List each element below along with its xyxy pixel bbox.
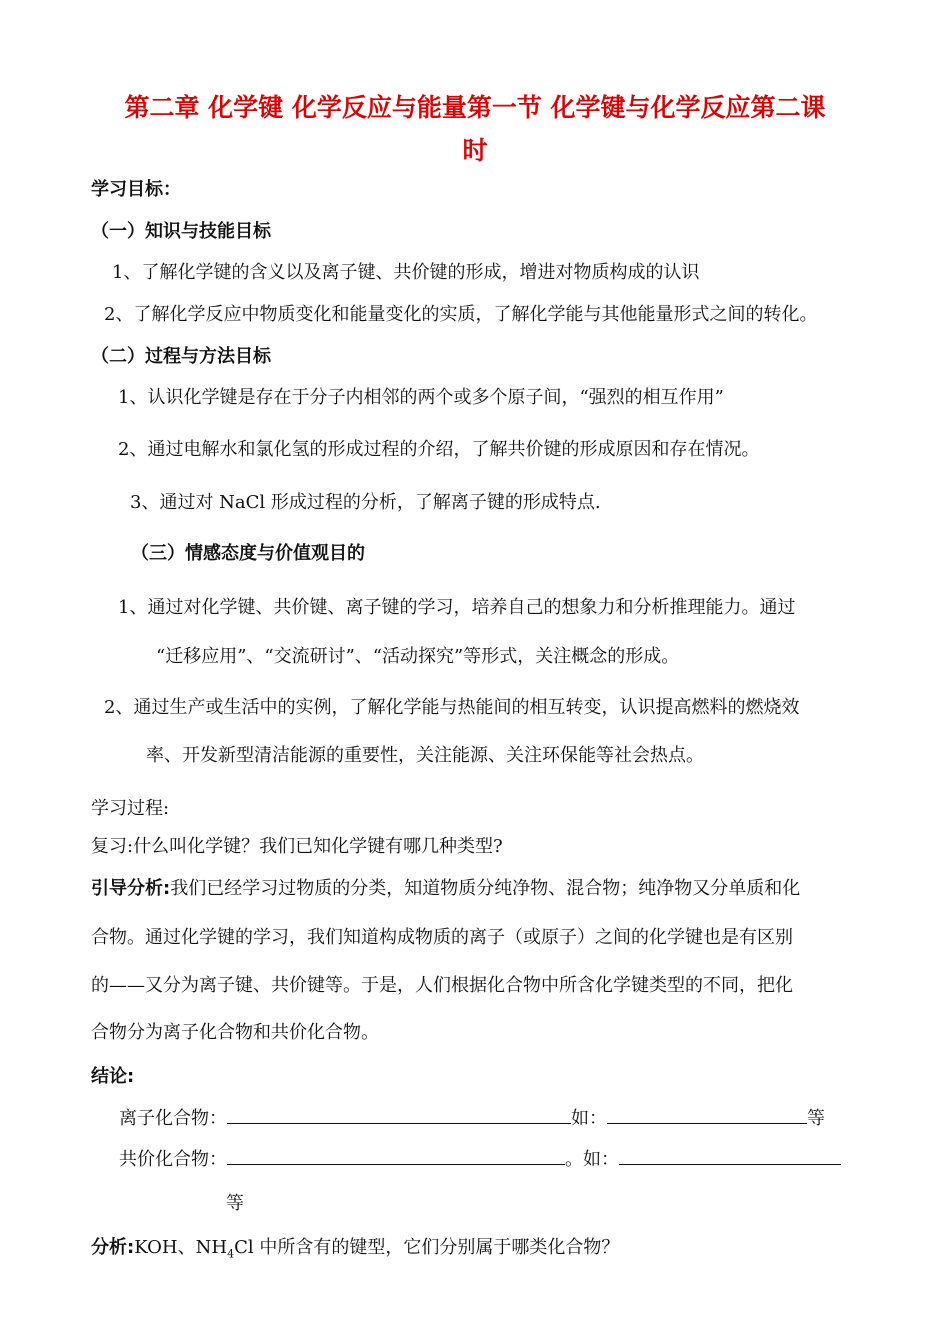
ionic-example-label: 如： xyxy=(571,1108,607,1129)
analysis-text-a: KOH、NH xyxy=(134,1237,228,1258)
ionic-compound-row xyxy=(119,1105,825,1131)
section3-item1-line1: 1、通过对化学键、共价键、离子键的学习，培养自己的想象力和分析推理能力。通过 xyxy=(118,597,796,618)
covalent-compound-label: 共价化合物： xyxy=(119,1149,227,1170)
section1-item-1: 1、了解化学键的含义以及离子键、共价键的形成，增进对物质构成的认识 xyxy=(112,262,700,283)
covalent-etc: 等 xyxy=(226,1193,244,1214)
section1-item-2: 2、了解化学反应中物质变化和能量变化的实质，了解化学能与其他能量形式之间的转化。 xyxy=(104,304,818,325)
section1-heading: （一）知识与技能目标 xyxy=(91,221,271,242)
guide-analysis-line2: 合物。通过化学键的学习，我们知道构成物质的离子（或原子）之间的化学键也是有区别 xyxy=(91,927,793,948)
guide-analysis-line1 xyxy=(91,877,800,901)
conclusion-heading: 结论: xyxy=(91,1066,135,1087)
guide-analysis-line4: 合物分为离子化合物和共价化合物。 xyxy=(91,1022,379,1043)
analysis-subscript: 4 xyxy=(227,1247,235,1261)
page-title-line1: 第二章 化学键 化学反应与能量第一节 化学键与化学反应第二课 xyxy=(124,93,826,122)
ionic-compound-blank[interactable] xyxy=(227,1105,571,1124)
covalent-example-label: 。如： xyxy=(565,1149,619,1170)
section2-heading: （二）过程与方法目标 xyxy=(91,346,271,367)
process-heading: 学习过程: xyxy=(91,798,170,819)
analysis-label: 分析: xyxy=(91,1237,135,1258)
section3-item2-line2: 率、开发新型清洁能源的重要性，关注能源、关注环保能等社会热点。 xyxy=(146,745,704,766)
page-title-line2: 时 xyxy=(462,136,488,165)
section2-item-3: 3、通过对 NaCl 形成过程的分析，了解离子键的形成特点. xyxy=(130,492,601,513)
review-question: 复习:什么叫化学键？我们已知化学键有哪几种类型? xyxy=(91,836,503,857)
guide-analysis-label: 引导分析: xyxy=(91,878,171,899)
section3-item1-line2: “迁移应用”、“交流研讨”、“活动探究”等形式，关注概念的形成。 xyxy=(156,646,680,667)
section3-item2-line1: 2、通过生产或生活中的实例，了解化学能与热能间的相互转变，认识提高燃料的燃烧效 xyxy=(104,697,800,718)
objectives-heading: 学习目标： xyxy=(91,179,181,200)
section3-heading: （三）情感态度与价值观目的 xyxy=(131,543,365,564)
guide-analysis-text: 我们已经学习过物质的分类，知道物质分纯净物、混合物；纯净物又分单质和化 xyxy=(170,878,801,899)
guide-analysis-line3: 的——又分为离子键、共价键等。于是，人们根据化合物中所含化学键类型的不同，把化 xyxy=(91,975,793,996)
covalent-example-blank[interactable] xyxy=(619,1146,841,1165)
section2-item-2: 2、通过电解水和氯化氢的形成过程的介绍，了解共价键的形成原因和存在情况。 xyxy=(118,439,760,460)
analysis-text-b: Cl 中所含有的键型，它们分别属于哪类化合物？ xyxy=(234,1237,620,1258)
ionic-example-blank[interactable] xyxy=(607,1105,807,1124)
section2-item-1: 1、认识化学键是存在于分子内相邻的两个或多个原子间，“强烈的相互作用” xyxy=(118,387,724,408)
covalent-compound-row xyxy=(119,1146,841,1172)
ionic-etc: 等 xyxy=(807,1108,825,1129)
analysis-row xyxy=(91,1236,619,1267)
covalent-compound-blank[interactable] xyxy=(227,1146,565,1165)
ionic-compound-label: 离子化合物： xyxy=(119,1108,227,1129)
